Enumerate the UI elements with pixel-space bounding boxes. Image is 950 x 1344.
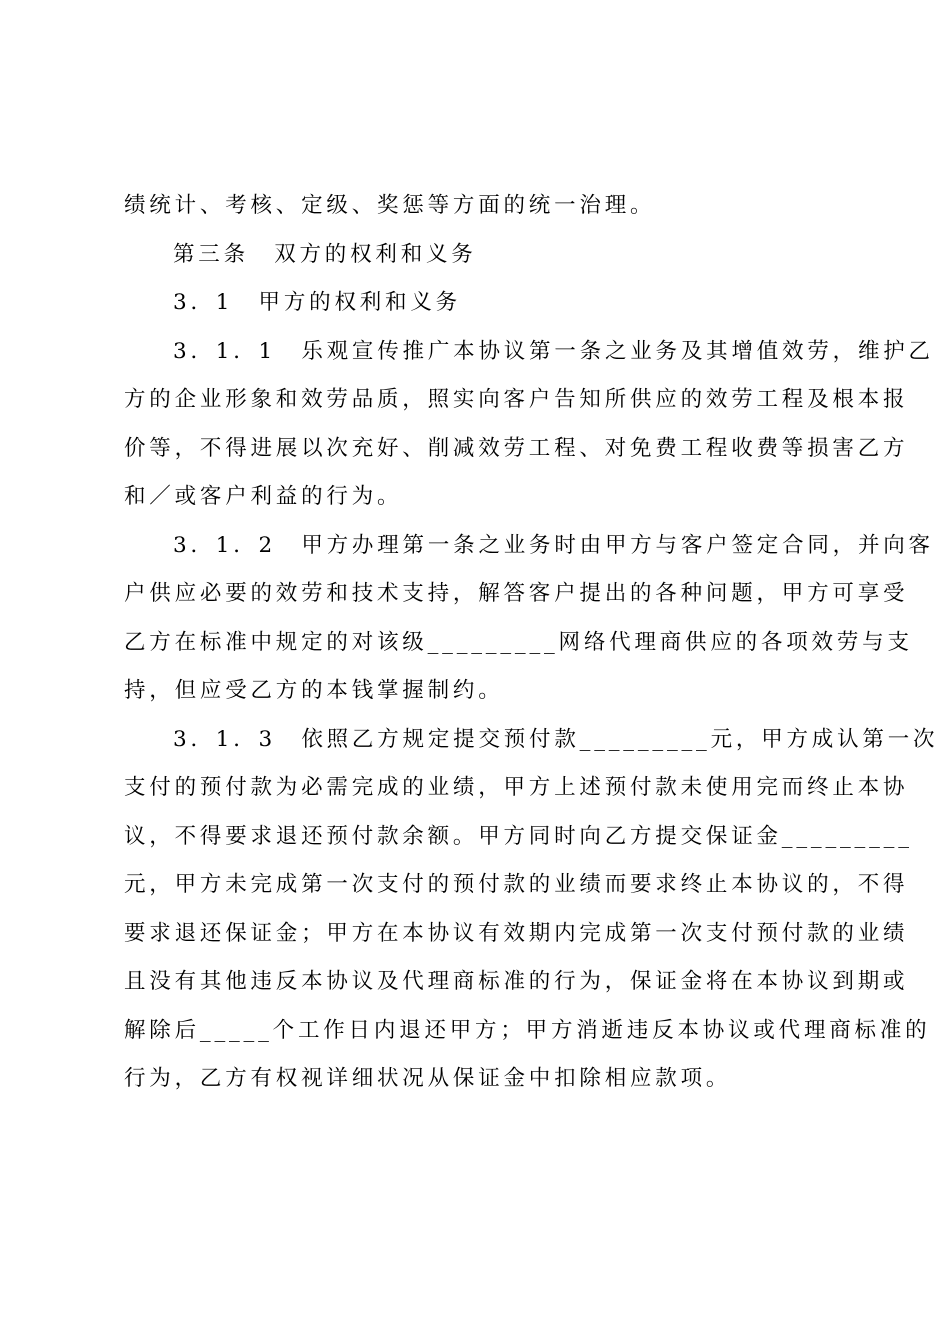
subsection-heading: 3．1 甲方的权利和义务 [173, 290, 461, 315]
clause-3-1-3-line: 支付的预付款为必需完成的业绩，甲方上述预付款未使用完而终止本协 [124, 775, 909, 800]
clause-3-1-1-line: 方的企业形象和效劳品质，照实向客户告知所供应的效劳工程及根本报 [124, 387, 909, 412]
clause-3-1-3-line: 要求退还保证金；甲方在本协议有效期内完成第一次支付预付款的业绩 [124, 920, 909, 946]
clause-3-1-2-line: 3．1．2 甲方办理第一条之业务时由甲方与客户签定合同，并向客 [173, 532, 934, 558]
clause-3-1-1-line: 价等，不得进展以次充好、削减效劳工程、对免费工程收费等损害乙方 [124, 435, 909, 461]
clause-3-1-3-line: 解除后_____个工作日内退还甲方；甲方消逝违反本协议或代理商标准的 [124, 1017, 931, 1043]
clause-3-1-3-line: 议，不得要求退还预付款余额。甲方同时向乙方提交保证金_________ [124, 823, 913, 849]
document-body [124, 182, 939, 1104]
clause-3-1-2-line: 持，但应受乙方的本钱掌握制约。 [124, 678, 504, 703]
clause-3-1-3-line: 元，甲方未完成第一次支付的预付款的业绩而要求终止本协议的，不得 [124, 872, 909, 897]
clause-3-1-2-line: 乙方在标准中规定的对该级_________网络代理商供应的各项效劳与支 [124, 629, 913, 655]
clause-3-1-1-line: 和／或客户利益的行为。 [124, 484, 403, 509]
clause-3-1-2-line: 户供应必要的效劳和技术支持，解答客户提出的各种问题，甲方可享受 [124, 581, 909, 606]
clause-3-1-3-line: 3．1．3 依照乙方规定提交预付款_________元，甲方成认第一次 [173, 726, 939, 752]
clause-3-1-3-line: 行为，乙方有权视详细状况从保证金中扣除相应款项。 [124, 1066, 732, 1091]
text-line: 绩统计、考核、定级、奖惩等方面的统一治理。 [124, 193, 656, 218]
section-heading: 第三条 双方的权利和义务 [173, 241, 477, 267]
clause-3-1-1-line: 3．1．1 乐观宣传推广本协议第一条之业务及其增值效劳，维护乙 [173, 338, 934, 364]
clause-3-1-3-line: 且没有其他违反本协议及代理商标准的行为，保证金将在本协议到期或 [124, 969, 909, 994]
